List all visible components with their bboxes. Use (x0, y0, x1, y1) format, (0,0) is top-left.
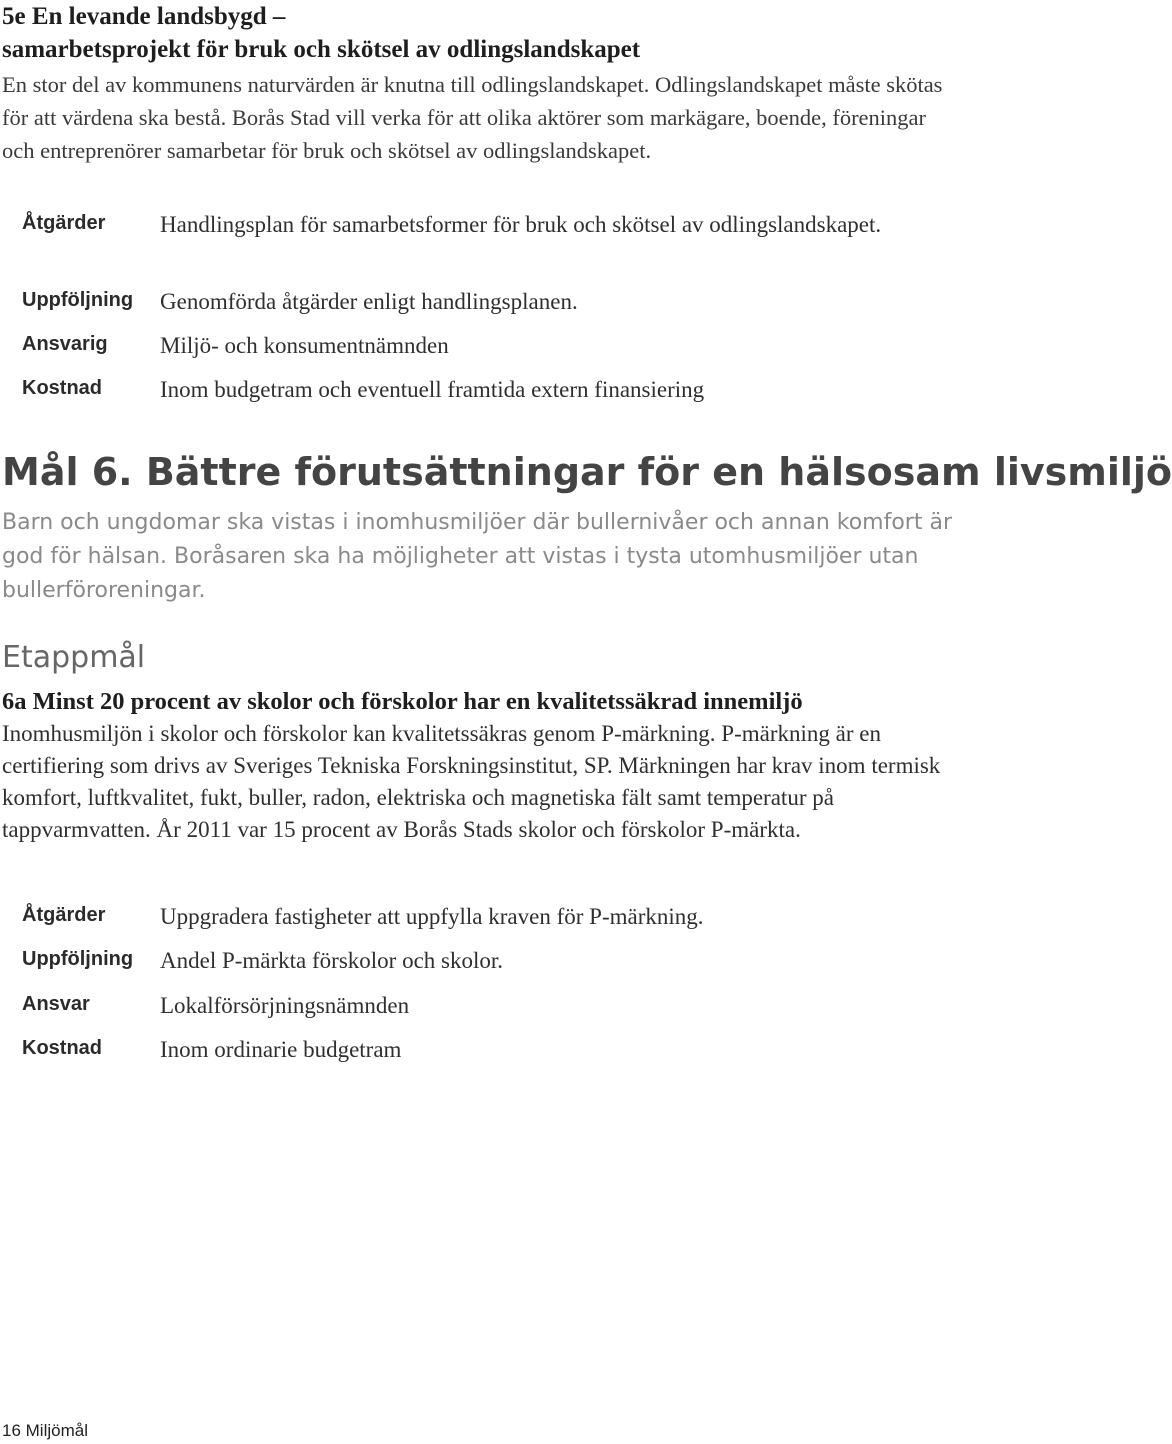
row-value: Genomförda åtgärder enligt handlingsplanen. (160, 289, 578, 314)
row-label: Uppföljning (22, 948, 134, 970)
row-label: Ansvar (22, 993, 90, 1015)
row-value: Handlingsplan för samarbetsformer för bruk och skötsel av odlingslandskapet. (160, 212, 882, 237)
section-5e-heading-line2: samarbetsprojekt för bruk och skötsel av odlingslandskapet (2, 36, 641, 63)
goal-6-intro: Barn och ungdomar ska vistas i inomhusmiljöer där bullernivåer och annan komfort är god för hälsan. Boråsaren ska ha möjligheter att vistas i tysta utomhusmiljöer utan bullerföroreningar. (2, 510, 952, 603)
section-6a-heading: 6a Minst 20 procent av skolor och förskolor har en kvalitetssäkrad innemiljö (2, 688, 803, 715)
row-label: Åtgärder (22, 904, 106, 926)
etappmal-subheading: Etappmål (2, 640, 146, 675)
row-value: Inom ordinarie budgetram (160, 1037, 402, 1062)
goal-6-heading: Mål 6. Bättre förutsättningar för en hälsosam livsmiljö (2, 450, 1172, 494)
row-label: Kostnad (22, 377, 102, 399)
section-5e-heading (2, 0, 640, 66)
row-label: Uppföljning (22, 289, 134, 311)
row-label: Ansvarig (22, 333, 108, 355)
row-value: Inom budgetram och eventuell framtida extern finansiering (160, 377, 705, 402)
section-5e-intro: En stor del av kommunens naturvärden är knutna till odlingslandskapet. Odlingslandskapet måste skötas för att värdena ska bestå. Borås Stad vill verka för att olika aktörer som markägare, boende, föreningar och entreprenörer samarbetar för bruk och skötsel av odlingslandskapet. (2, 72, 943, 163)
row-label: Åtgärder (22, 212, 106, 234)
row-value: Andel P-märkta förskolor och skolor. (160, 948, 504, 973)
page-footer: 16 Miljömål (2, 1421, 88, 1440)
section-6a-body: Inomhusmiljön i skolor och förskolor kan kvalitetssäkras genom P-märkning. P-märkning är en certifiering som drivs av Sveriges Tekniska Forskningsinstitut, SP. Märkningen har krav inom termisk komfort, luftkvalitet, fukt, buller, radon, elektriska och magnetiska fält samt temperatur på tappvarmvatten. År 2011 var 15 procent av Borås Stads skolor och förskolor P-märkta. (2, 721, 941, 842)
row-value: Uppgradera fastigheter att uppfylla kraven för P-märkning. (160, 904, 704, 929)
row-value: Miljö- och konsumentnämnden (160, 333, 449, 358)
row-label: Kostnad (22, 1037, 102, 1059)
section-5e-heading-line1: 5e En levande landsbygd – (2, 3, 286, 30)
row-value: Lokalförsörjningsnämnden (160, 993, 410, 1018)
